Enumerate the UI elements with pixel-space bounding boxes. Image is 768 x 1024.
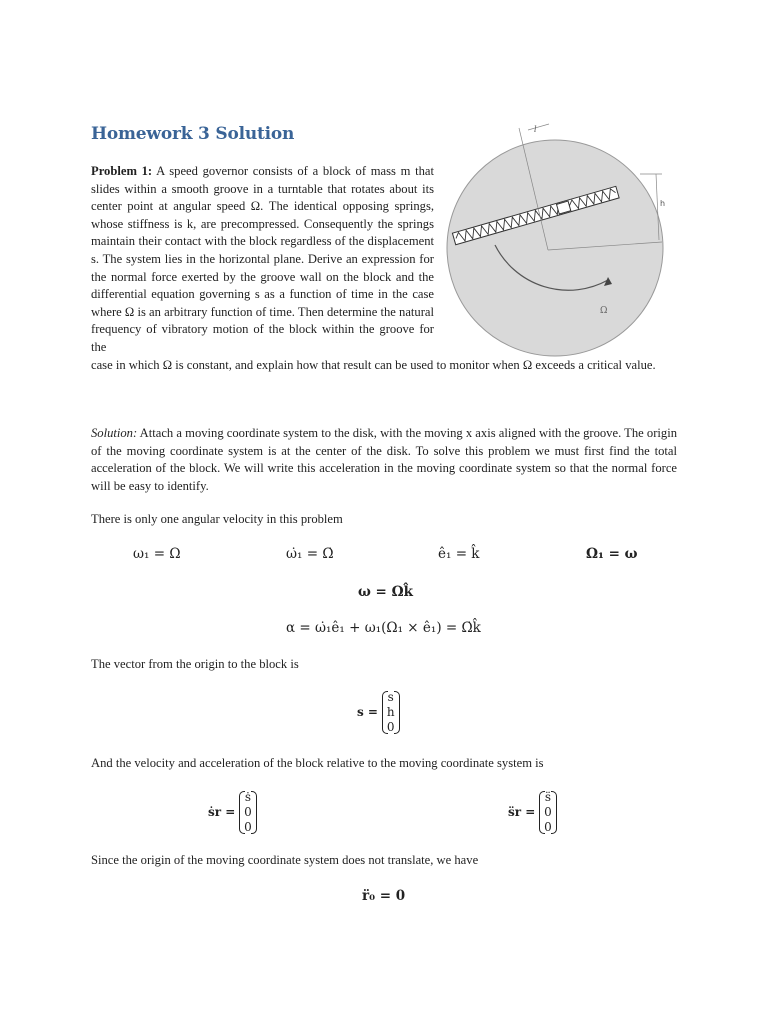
sdot-vector-row: ṡ [244,790,252,804]
sddot-vector [539,790,557,835]
problem-text-top: A speed governor consists of a block of mass m that slides within a smooth groove in a turntable that rotates about its center point at angular speed Ω. The identical opposing springs, whose stiffness is k, are precompressed. Consequently the springs maintain their contact with the block regardless of the displacement s. The system lies in the horizontal plane. Derive an expression for the normal force exerted by the groove wall on the block and the differential equation governing s as a function of time in the case where Ω is an arbitrary function of time. Then determine the natural frequency of vibratory motion of the block within the groove for the [91,164,435,354]
equation-omega: ω = Ωk̂ [358,584,413,600]
translate-line: Since the origin of the moving coordinate system does not translate, we have [91,853,479,867]
problem-text-tail: case in which Ω is constant, and explain how that result can be used to monitor when Ω exceeds a critical value. [91,357,656,372]
s-vector-row: h [386,705,395,719]
sddot-lhs: s̈r = [508,805,536,819]
velocity-line: And the velocity and acceleration of the block relative to the moving coordinate system is [91,756,544,770]
label-omega: Ω [600,306,608,316]
label-h: h [660,199,666,208]
sddot-vector-row: 0 [544,805,552,819]
label-l: l [534,125,537,134]
sdot-equation [208,790,257,835]
solution-paragraph [91,425,677,495]
sddot-vector-row: 0 [544,820,552,834]
sddot-vector-row: s̈ [544,790,552,804]
solution-text: Attach a moving coordinate system to the disk, with the moving x axis aligned with the groove. The origin of the moving coordinate system is at the center of the disk. To solve this problem we must first find the total acceleration of the block. We will write this acceleration in the moving coordinate system so that the normal force will be easy to identify. [91,426,677,493]
s-vector-lhs: s = [357,705,378,719]
equation-Omega1: Ω₁ = ω [586,546,638,562]
s-vector-row: s [387,690,394,704]
solution-label: Solution: [91,426,138,440]
equation-e1: ê₁ = k̂ [438,546,480,562]
sdot-vector-row: 0 [244,805,252,819]
problem-label: Problem 1: [91,164,153,178]
equation-alpha: α = ω̇₁ê₁ + ω₁(Ω₁ × ê₁) = Ω̇k̂ [286,620,481,636]
equation-omega1-dot: ω̇₁ = Ω̇ [286,546,334,562]
sdot-vector [239,790,257,835]
equation-omega1: ω₁ = Ω [133,546,181,562]
angular-line: There is only one angular velocity in this problem [91,512,343,526]
sdot-lhs: ṡr = [208,805,236,819]
sddot-equation [508,790,557,835]
s-vector-row: 0 [386,720,395,734]
turntable-disk [447,140,666,356]
sdot-vector-row: 0 [244,820,252,834]
s-vector-equation [357,690,400,735]
s-vector [382,690,400,735]
vector-line: The vector from the origin to the block is [91,657,299,671]
equation-r0: r̈₀ = 0 [362,888,406,904]
turntable-diagram [440,120,680,365]
page-title: Homework 3 Solution [91,124,295,144]
